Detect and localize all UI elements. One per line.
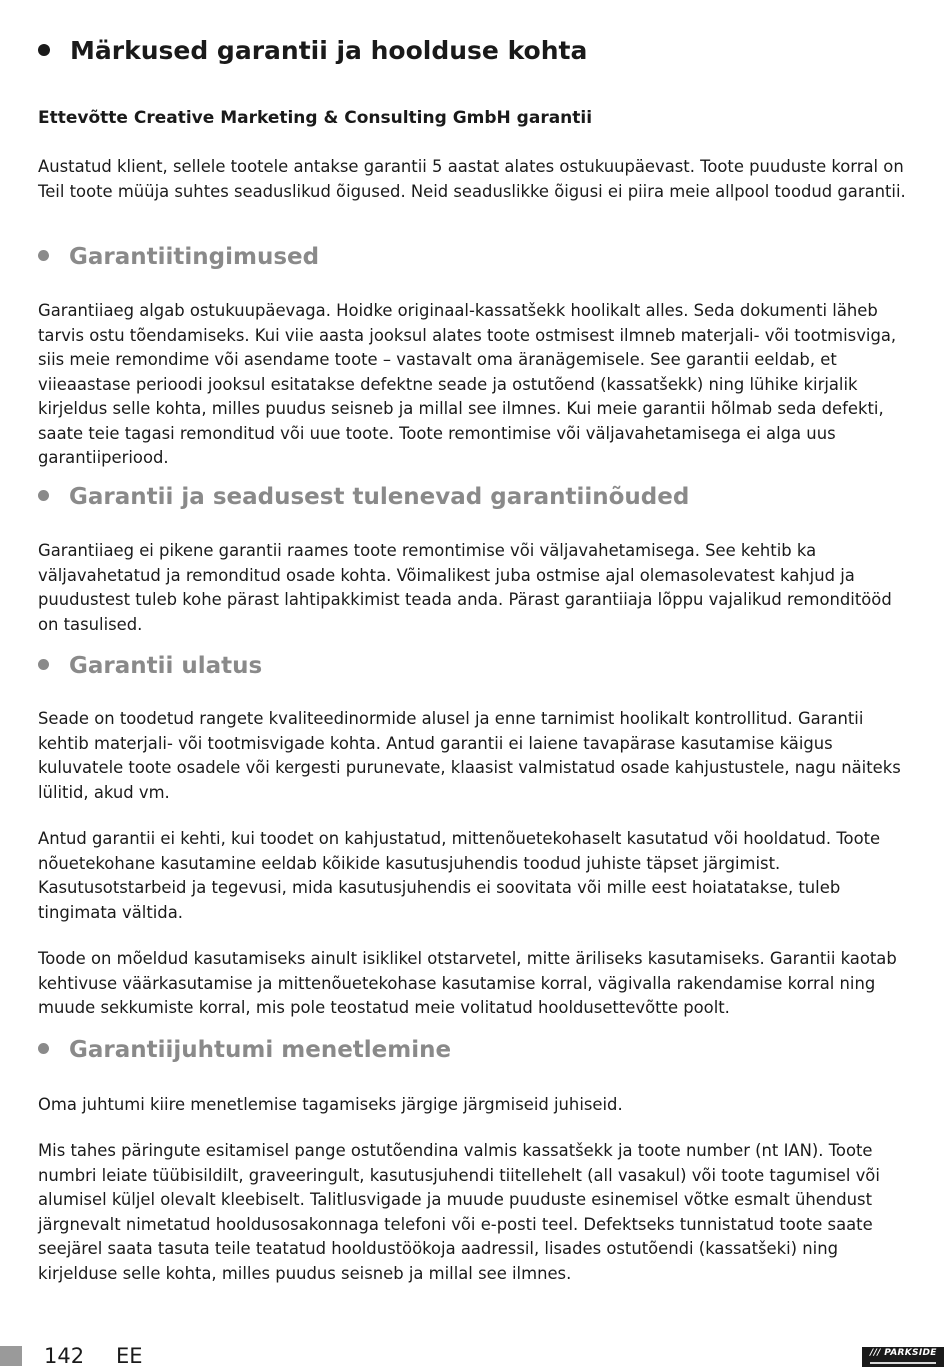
section-heading-text: Garantii ja seadusest tulenevad garantiinõuded — [69, 484, 690, 510]
section-heading-legal — [38, 484, 689, 510]
scope-paragraph-1: Seade on toodetud rangete kvaliteedinormide alusel ja enne tarnimist hoolikalt kontrollitud. Garantii kehtib materjali- või tootmisvigade kohta. Antud garantii ei laiene tavapärase kasutamise käigus kuluvatele toote osadele või kergesti purunevate, klaasist valmistatud osade kahjustustele, nagu näiteks lülitid, akud vm. — [38, 709, 901, 802]
logo-underline — [870, 1362, 936, 1364]
bullet-icon — [38, 44, 50, 56]
company-warranty-subtitle: Ettevõtte Creative Marketing & Consulting GmbH garantii — [38, 108, 593, 128]
section-heading-claims — [38, 1037, 451, 1063]
legal-paragraph: Garantiiaeg ei pikene garantii raames toote remontimise või väljavahetamisega. See kehtib ka väljavahetatud ja remonditud osade kohta. Võimalikest juba ostmise ajal olemasolevatest kahjud ja puudustest tuleb kohe pärast lahtipakkimist teada anda. Pärast garantiiaja lõppu vajalikud remonditööd on tasulised. — [38, 541, 892, 634]
section-heading-scope — [38, 653, 262, 679]
bullet-icon — [38, 490, 49, 501]
bullet-icon — [38, 1043, 49, 1054]
claims-paragraph-2: Mis tahes päringute esitamisel pange ostutõendina valmis kassatšekk ja toote number (nt IAN). Toote numbri leiate tüübisildilt, graveeringult, kasutusjuhendi tiitellehelt (all vasakul) või toote tagumisel või alumisel küljel olevalt kleebiselt. Talitlusvigade ja muude puuduste esinemisel võtke esmalt ühendust järgnevalt nimetatud hooldusosakonnaga telefoni või e-posti teel. Defektseks tunnistatud toote saate seejärel saata tasuta teile teatatud hooldustöökoja aadressil, lisades ostutõendi (kassatšeki) ning kirjelduse selle kohta, milles puudus seisneb ja millal see ilmnes. — [38, 1141, 880, 1283]
section-heading-text: Garantiitingimused — [69, 244, 320, 270]
bullet-icon — [38, 659, 49, 670]
parkside-logo — [862, 1347, 944, 1367]
brand-text: /// PARKSIDE — [870, 1348, 937, 1358]
bullet-icon — [38, 250, 49, 261]
footer-square-marker — [0, 1346, 22, 1366]
page-title — [38, 36, 587, 65]
page-number: 142 — [44, 1344, 85, 1368]
scope-paragraph-3: Toode on mõeldud kasutamiseks ainult isiklikel otstarvetel, mitte äriliseks kasutamiseks. Garantii kaotab kehtivuse väärkasutamise ja mittenõuetekohase kasutamise korral, vägivalla rakendamise korral ning muude sekkumiste korral, mis pole teostatud meie volitatud hooldusettevõtte poolt. — [38, 949, 897, 1017]
section-heading-text: Garantii ulatus — [69, 653, 263, 679]
section-heading-conditions — [38, 244, 319, 270]
intro-paragraph: Austatud klient, sellele tootele antakse garantii 5 aastat alates ostukuupäevast. Toote puuduste korral on Teil toote müüja suhtes seaduslikud õigused. Neid seaduslikke õigusi ei piira meie allpool toodud garantii. — [38, 157, 906, 201]
claims-paragraph-1: Oma juhtumi kiire menetlemise tagamiseks järgige järgmiseid juhiseid. — [38, 1095, 623, 1114]
language-code: EE — [116, 1344, 143, 1368]
conditions-paragraph: Garantiiaeg algab ostukuupäevaga. Hoidke originaal-kassatšekk hoolikalt alles. Seda dokumenti läheb tarvis ostu tõendamiseks. Kui viie aasta jooksul alates toote ostmisest ilmneb materjali- või tootmisviga, siis meie remondime või asendame toote – vastavalt oma äranägemisele. See garantii eeldab, et viieaastase perioodi jooksul esitatakse defektne seade ja ostutõend (kassatšekk) ning lühike kirjalik kirjeldus selle kohta, milles puudus seisneb ja millal see ilmnes. Kui meie garantii hõlmab seda defekti, saate teie tagasi remonditud või uue toote. Toote remontimise või väljavahetamisega ei alga uus garantiiperiood. — [38, 301, 897, 467]
page-title-text: Märkused garantii ja hoolduse kohta — [70, 36, 588, 65]
section-heading-text: Garantiijuhtumi menetlemine — [69, 1037, 452, 1063]
scope-paragraph-2: Antud garantii ei kehti, kui toodet on kahjustatud, mittenõuetekohaselt kasutatud või hooldatud. Toote nõuetekohane kasutamine eeldab kõikide kasutusjuhendis toodud juhiste täpset järgimist. Kasutusotstarbeid ja tegevusi, mida kasutusjuhendis ei soovitata või mille eest hoiatatakse, tuleb tingimata vältida. — [38, 829, 881, 922]
